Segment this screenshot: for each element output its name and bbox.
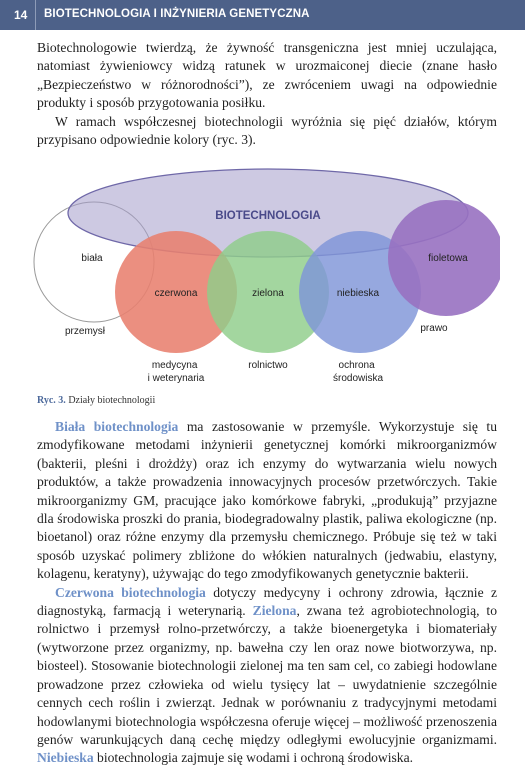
figure-caption: [37, 395, 155, 406]
main-text: [37, 418, 497, 768]
paragraph-czerwona: [37, 584, 497, 768]
sublabel-prawo: prawo: [420, 323, 448, 334]
page-header: [0, 0, 525, 30]
text-biala: ma zastosowanie w przemyśle. Wykorzystuje się tu zmodyfikowane metodami inżynierii genetycznej komórki mikroorganizmów (bakterii, pleśni i drożdży) oraz ich enzymy do wytwarzania wielu nowych produktów, a także prowadzenia innowacyjnych procesów przetwórczych. Takie mikroorganizmy GM, pracujące jako komórkowe fabryki, „produkują” przyjazne dla środowiska proszki do prania, biodegradowalny plastik, paliwa ekologiczne (np. bioetanol) oraz różne enzymy dla przemysłu chemicznego. Próbuje się też w taki sposób uzyskać polimery zbliżone do włókien naturalnych (jedwabiu, elastyny, kolagenu, keratyny), używając do tego zmodyfikowanych genetycznie bakterii.: [37, 419, 497, 582]
diagram-title: BIOTECHNOLOGIA: [215, 210, 321, 222]
sublabel-rolnictwo: rolnictwo: [248, 360, 288, 371]
intro-paragraph-2: W ramach współczesnej biotechnologii wyróżnia się pięć działów, którym przypisano odpowiednie kolory (ryc. 3).: [37, 113, 497, 148]
sublabel-ochrona-line1: ochrona: [338, 360, 375, 371]
sublabel-medycyna-line2: i weterynaria: [147, 373, 205, 384]
sublabel-przemysl: przemysł: [64, 326, 106, 337]
intro-paragraph-1: Biotechnologowie twierdzą, że żywność transgeniczna jest mniej uczulająca, natomiast żywieniowcy widzą ratunek w urozmaiconej diecie (znane hasło „Bezpieczeństwo w różnorodności”), ze zwróceniem uwagi na odpowiednie produkty i sposób przygotowania posiłku.: [37, 40, 497, 111]
sublabel-ochrona-line2: środowiska: [332, 373, 384, 384]
term-zielona: Zielona: [252, 603, 297, 619]
biotech-diagram: [30, 160, 500, 397]
text-niebieska: biotechnologia zajmuje się wodami i ochroną środowiska.: [93, 750, 414, 766]
paragraph-biala: [37, 418, 497, 584]
sublabel-medycyna-line1: medycyna: [151, 360, 198, 371]
intro-text: [37, 39, 497, 149]
header-divider: [35, 0, 36, 30]
caption-text: Działy biotechnologii: [68, 395, 156, 406]
chapter-title: BIOTECHNOLOGIA I INŻYNIERIA GENETYCZNA: [44, 8, 310, 20]
diagram-svg: [30, 160, 500, 392]
label-fioletowa: fioletowa: [428, 253, 468, 264]
term-biala: Biała biotechnologia: [55, 419, 179, 434]
page-number: 14: [14, 8, 28, 22]
text-czerwona: dotyczy medycyny i ochrony zdrowia, łącznie z diagnostyką, farmacją i weterynarią.: [37, 584, 497, 619]
sublabel-ochrona: [333, 360, 383, 384]
caption-number: Ryc. 3.: [37, 395, 66, 406]
label-biala: biała: [81, 253, 103, 264]
term-czerwona: Czerwona biotechnologia: [55, 584, 206, 600]
label-zielona: zielona: [252, 288, 284, 299]
label-niebieska: niebieska: [336, 288, 380, 299]
label-czerwona: czerwona: [154, 288, 198, 299]
term-niebieska: Niebieska: [37, 750, 94, 766]
text-zielona: , zwana też agrobiotechnologią, to rolnictwo i przemysł rolno-przetwórczy, a także bioenergetyka i biomateriały (wytworzone przez organizmy, np. bawełna czy len oraz nowe biotworzywa, np. biosteel). Stosowanie biotechnologii zielonej ma ten sam cel, co zabiegi hodowlane prowadzone przez człowieka od wielu tysięcy lat – uwydatnienie szczególnie cennych cech roślin i zwierząt. Jednak w porównaniu z tradycyjnymi metodami hodowlanymi biotechnologia współczesna oferuje więcej – możliwość przenoszenia genów warunkujących daną cechę między odległymi ewolucyjnie organizmami.: [37, 603, 497, 747]
sublabel-medycyna: [148, 360, 205, 384]
